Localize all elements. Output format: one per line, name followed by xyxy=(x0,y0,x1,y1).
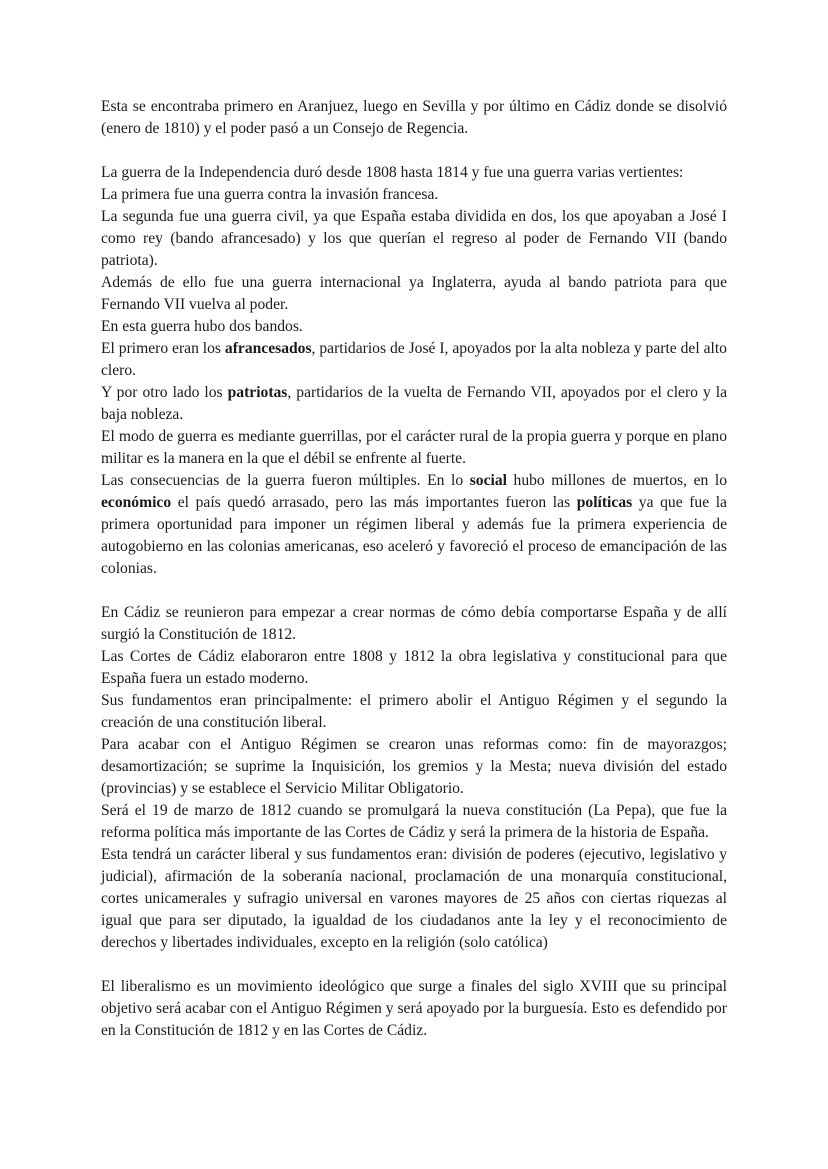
paragraph xyxy=(101,800,727,844)
paragraph xyxy=(101,690,727,734)
paragraph xyxy=(101,338,727,382)
bold-term: social xyxy=(469,472,507,489)
text-run: el país quedó arrasado, pero las más importantes fueron las xyxy=(171,494,577,511)
bold-term: políticas xyxy=(576,494,633,511)
text-run: La guerra de la Independencia duró desde 1808 hasta 1814 y fue una guerra varias vertientes: xyxy=(101,164,684,181)
text-run: La primera fue una guerra contra la invasión francesa. xyxy=(101,186,439,203)
text-run: El liberalismo es un movimiento ideológico que surge a finales del siglo XVIII que su principal objetivo será acabar con el Antiguo Régimen y será apoyado por la burguesía. Esto es defendido por en la Constitución de 1812 y en las Cortes de Cádiz. xyxy=(101,978,727,1039)
bold-term: patriotas xyxy=(227,384,288,401)
paragraph xyxy=(101,162,727,184)
text-run: En esta guerra hubo dos bandos. xyxy=(101,318,303,335)
paragraph-gap xyxy=(101,954,727,976)
text-run: Esta se encontraba primero en Aranjuez, luego en Sevilla y por último en Cádiz donde se disolvió (enero de 1810) y el poder pasó a un Consejo de Regencia. xyxy=(101,98,727,137)
text-run: Será el 19 de marzo de 1812 cuando se promulgará la nueva constitución (La Pepa), que fue la reforma política más importante de las Cortes de Cádiz y será la primera de la historia de España. xyxy=(101,802,727,841)
text-section xyxy=(101,96,727,140)
paragraph xyxy=(101,184,727,206)
document-page xyxy=(101,96,727,1042)
paragraph xyxy=(101,316,727,338)
text-run: Esta tendrá un carácter liberal y sus fundamentos eran: división de poderes (ejecutivo, legislativo y judicial), afirmación de la soberanía nacional, proclamación de una monarquía constitucional, cortes unicamerales y sufragio universal en varones mayores de 25 años con ciertas riquezas al igual que para ser diputado, la igualdad de los ciudadanos ante la ley y el reconocimiento de derechos y libertades individuales, excepto en la religión (solo católica) xyxy=(101,846,727,951)
paragraph xyxy=(101,470,727,580)
paragraph xyxy=(101,976,727,1042)
text-run: ya que fue la primera oportunidad para imponer un régimen liberal y además fue la primera experiencia de autogobierno en las colonias americanas, eso aceleró y favoreció el proceso de emancipación de las colonias. xyxy=(101,494,727,577)
text-section xyxy=(101,602,727,954)
text-run: , partidarios de la vuelta de Fernando VII, apoyados por el clero y la baja nobleza. xyxy=(101,384,727,423)
text-run: Sus fundamentos eran principalmente: el primero abolir el Antiguo Régimen y el segundo la creación de una constitución liberal. xyxy=(101,692,727,731)
text-run: Las consecuencias de la guerra fueron múltiples. En lo xyxy=(101,472,470,489)
text-section xyxy=(101,162,727,580)
paragraph xyxy=(101,96,727,140)
paragraph xyxy=(101,426,727,470)
text-section xyxy=(101,976,727,1042)
text-run: El modo de guerra es mediante guerrillas, por el carácter rural de la propia guerra y porque en plano militar es la manera en la que el débil se enfrente al fuerte. xyxy=(101,428,727,467)
paragraph xyxy=(101,382,727,426)
paragraph xyxy=(101,646,727,690)
bold-term: afrancesados xyxy=(224,340,312,357)
paragraph-gap xyxy=(101,140,727,162)
text-run: , partidarios de José I, apoyados por la alta nobleza y parte del alto clero. xyxy=(101,340,727,379)
paragraph xyxy=(101,844,727,954)
paragraph xyxy=(101,734,727,800)
text-run: Las Cortes de Cádiz elaboraron entre 1808 y 1812 la obra legislativa y constitucional para que España fuera un estado moderno. xyxy=(101,648,727,687)
text-run: Y por otro lado los xyxy=(101,384,228,401)
text-run: Además de ello fue una guerra internacional ya Inglaterra, ayuda al bando patriota para que Fernando VII vuelva al poder. xyxy=(101,274,727,313)
bold-term: económico xyxy=(101,494,172,511)
text-run: En Cádiz se reunieron para empezar a crear normas de cómo debía comportarse España y de allí surgió la Constitución de 1812. xyxy=(101,604,727,643)
paragraph xyxy=(101,272,727,316)
paragraph xyxy=(101,602,727,646)
text-run: Para acabar con el Antiguo Régimen se crearon unas reformas como: fin de mayorazgos; desamortización; se suprime la Inquisición, los gremios y la Mesta; nueva división del estado (provincias) y se establece el Servicio Militar Obligatorio. xyxy=(101,736,727,797)
paragraph xyxy=(101,206,727,272)
paragraph-gap xyxy=(101,580,727,602)
text-run: El primero eran los xyxy=(101,340,225,357)
text-run: hubo millones de muertos, en lo xyxy=(506,472,727,489)
text-run: La segunda fue una guerra civil, ya que España estaba dividida en dos, los que apoyaban a José I como rey (bando afrancesado) y los que querían el regreso al poder de Fernando VII (bando patriota). xyxy=(101,208,727,269)
